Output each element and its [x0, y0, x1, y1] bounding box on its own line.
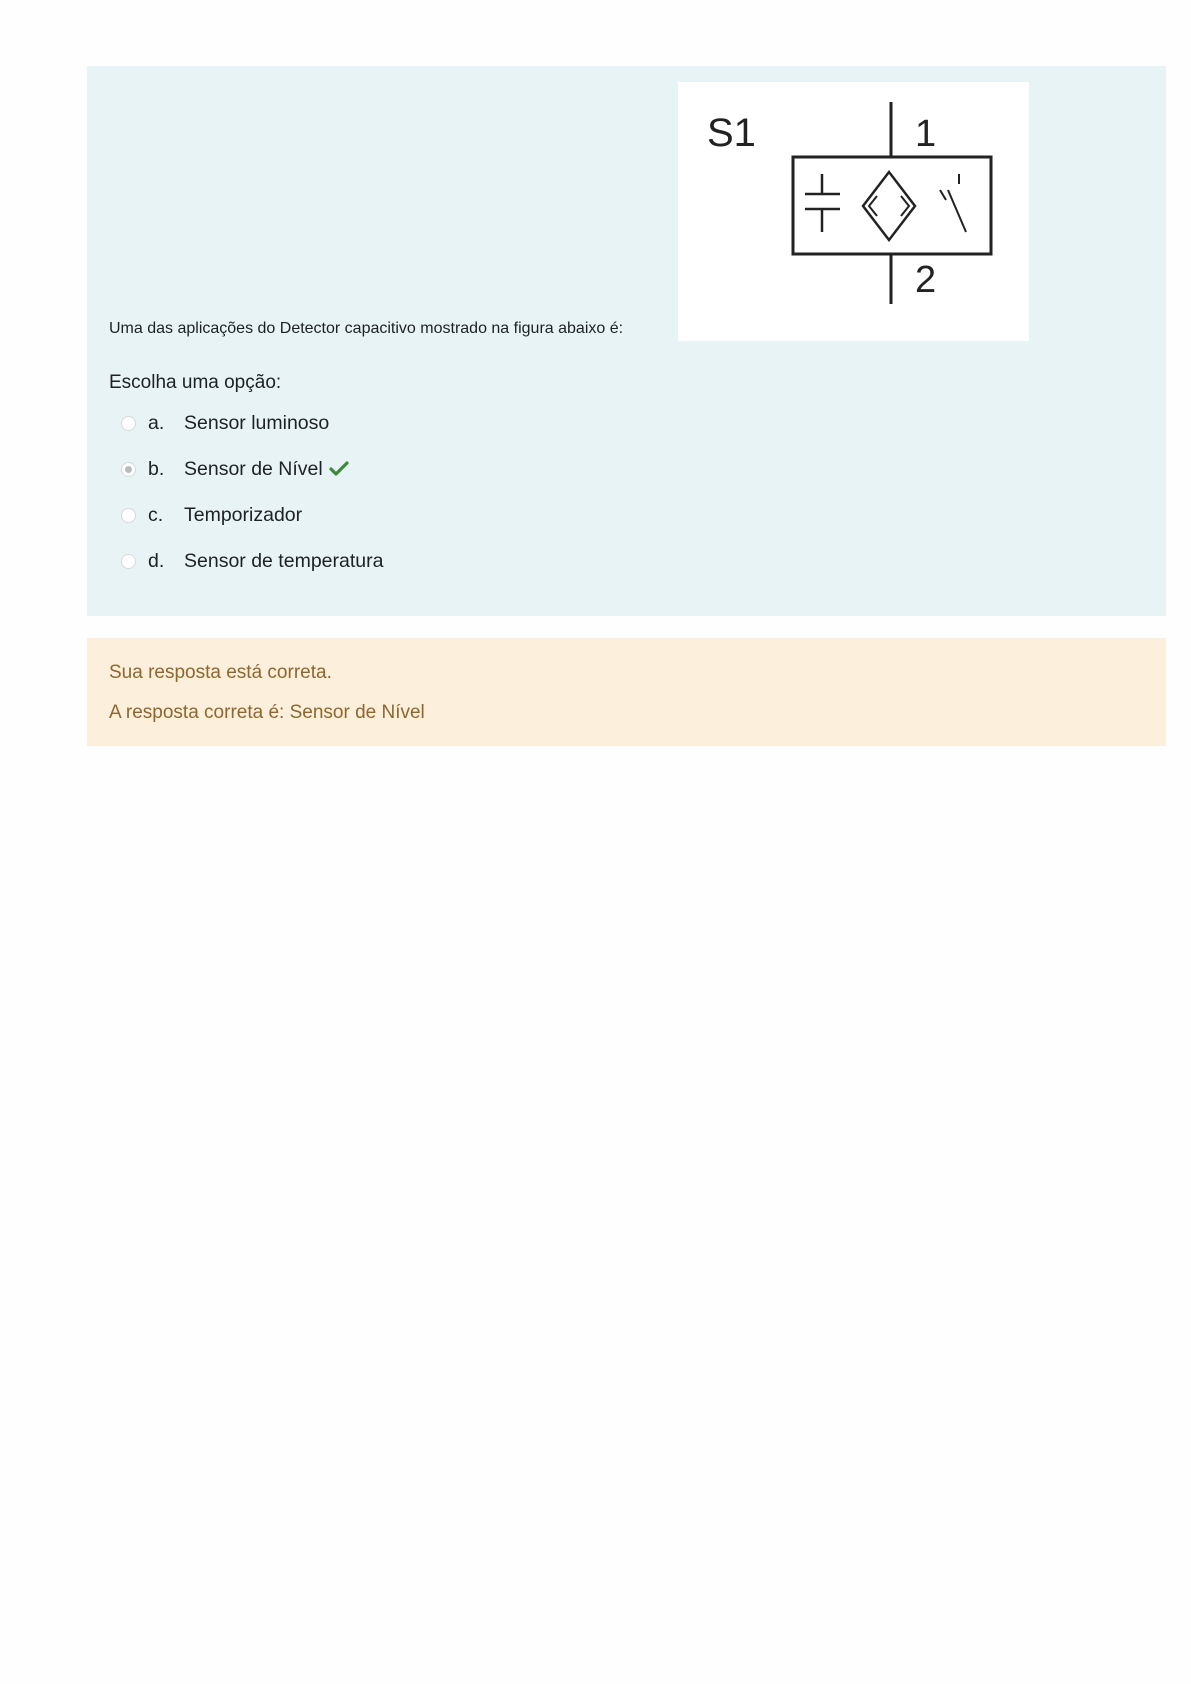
feedback-correct-answer: A resposta correta é: Sensor de Nível: [109, 702, 425, 723]
question-box: [87, 66, 1166, 616]
question-prompt: Uma das aplicações do Detector capacitivo mostrado na figura abaixo é:: [109, 320, 624, 337]
choose-option-label: Escolha uma opção:: [109, 372, 282, 393]
radio-button[interactable]: [121, 554, 136, 569]
option-d[interactable]: [121, 548, 383, 574]
sensor-figure: [678, 82, 1029, 341]
radio-button[interactable]: [121, 416, 136, 431]
option-text: Sensor de Nível: [184, 457, 323, 480]
option-c[interactable]: [121, 502, 302, 528]
option-text: Sensor luminoso: [184, 411, 330, 434]
figure-terminal-bottom: 2: [915, 259, 937, 301]
correct-check-icon: [329, 461, 349, 477]
capacitive-sensor-symbol-icon: [678, 82, 1029, 341]
feedback-box: [87, 638, 1166, 746]
option-a[interactable]: [121, 410, 329, 436]
option-text: Sensor de temperatura: [184, 549, 384, 572]
option-b[interactable]: [121, 456, 349, 482]
option-letter: c.: [148, 503, 164, 526]
option-letter: a.: [148, 411, 165, 434]
option-letter: b.: [148, 457, 165, 480]
option-text: Temporizador: [184, 503, 303, 526]
figure-terminal-top: 1: [915, 113, 937, 155]
feedback-status: Sua resposta está correta.: [109, 662, 332, 683]
figure-label: S1: [707, 111, 756, 155]
radio-button[interactable]: [121, 508, 136, 523]
radio-button-selected[interactable]: [121, 462, 136, 477]
option-letter: d.: [148, 549, 165, 572]
